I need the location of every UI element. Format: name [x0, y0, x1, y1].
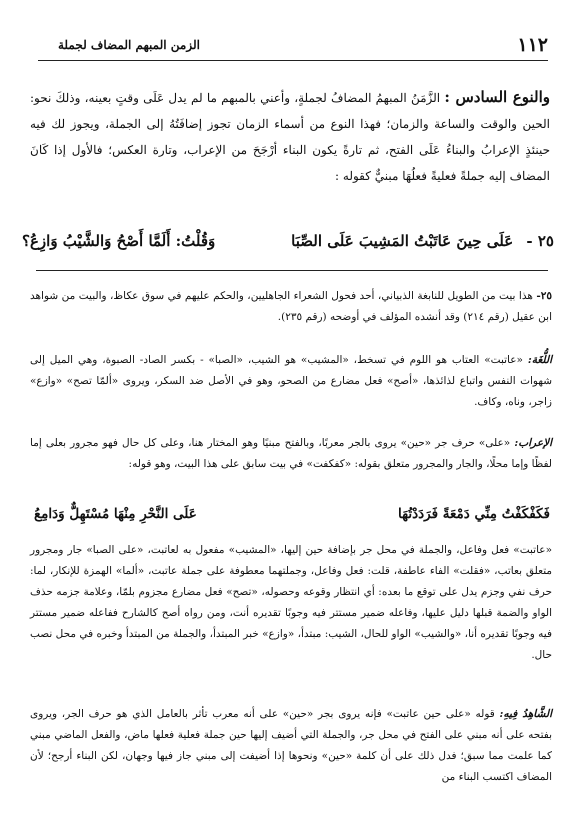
verse-25-hemistich-2: وَقُلْتُ: أَلَمَّا أَصْحُ وَالشَّيْبُ وَازِعُ؟	[22, 232, 216, 250]
irab-text: «على» حرف جر «حين» يروى بالجر معربًا، وبالفتح مبنيًا وهو المختار هنا، وعلى كل حال فهو مجرور بعلى إما لفظًا وإما محلًا، والجار والمجرور متعلق بقوله: «كفكفت» في بيت سابق على هذا البيت، وهو قوله:	[30, 437, 552, 470]
footnote-intro-text: هذا بيت من الطويل للنابغة الذبياني، أحد فحول الشعراء الجاهليين، والحكم عليهم في سوق عكاظ، والبيت من شواهد ابن عقيل (رقم ٢١٤) وقد أنشده المؤلف في أوضحه (رقم ٢٣٥).	[30, 290, 552, 323]
lugha-label: اللُّغَة:	[527, 354, 552, 366]
irab-label: الإعراب:	[514, 437, 552, 449]
lugha-text: «عاتبت» العتاب هو اللوم في تسخط، «المشيب» هو الشيب، «الصبا» - بكسر الصاد- الصبوة، وهي الميل إلى شهوات النفس واتباع لذائذها، «أصح» فعل مضارع من الصحو، وهو في الأصل ضد السكر، ويروى «ألمّا تصح» «وازع» زاجر، وناه، وكاف.	[30, 354, 552, 408]
footnote-irab	[30, 433, 552, 475]
running-title: الزمن المبهم المضاف لجملة	[58, 38, 200, 52]
footnote-irab-continued	[30, 540, 552, 666]
verse-25	[22, 232, 554, 250]
shahid-text: قوله «على حين عاتبت» فإنه يروى بجر «حين» على أنه معرب تأثر بالعامل الذي هو حرف الجر، ويروى بفتحه على أنه مبني على الفتح في محل جر، والجملة التي أضيف إليها حين جملة فعلية فعلها ماض، والفعل الماضي مبني كما علمت مما سبق؛ فدل ذلك على أن كلمة «حين» ونحوها إذا أضيفت إلى مبني جاز فيها وجهان، لكن البناء أرجح؛ لأن المضاف اكتسب البناء من	[30, 708, 552, 783]
page-header	[38, 30, 548, 61]
verse-25-hemistich-1: عَلَى حِينَ عَاتَبْتُ المَشِيبَ عَلَى الصِّبَا	[291, 232, 514, 250]
verse-number: ٢٥ -	[526, 232, 554, 250]
quoted-verse-hemistich-2: عَلَى النَّحْرِ مِنْهَا مُسْتَهِلٌّ وَدَامِعُ	[34, 506, 197, 522]
main-paragraph	[30, 84, 550, 189]
page-number: ١١٢	[517, 34, 548, 56]
section-body: الزَّمَنُ المبهمُ المضافُ لجملةٍ، وأعني بالمبهم ما لم يدل عَلَى وقتٍ بعينه، وذلكَ نحو: الحين والوقت والساعة والزمان؛ فهذا النوع من أسماء الزمان تجوز إضافَتُهُ إلى الجملة، ويجوز لك فيه حينئذٍ الإعرابُ والبناءُ عَلَى الفتح، ثم تارةً يكون البناء أرْجَحَ من الإعراب، وتارة العكس؛ فالأول إذا كَانَ المضاف إليه جملةً فعليةً فعلُهَا مبنيٌّ كقوله :	[30, 91, 550, 183]
irab-continued-text: «عاتبت» فعل وفاعل، والجملة في محل جر بإضافة حين إليها، «المشيب» مفعول به لعاتبت، «على الصبا» جار ومجرور متعلق بعاتب، «فقلت» الفاء عاطفة، قلت: فعل وفاعل، وجملتهما معطوفة على جملة عاتبت، «ألما» الهمزة للإنكار، لما: حرف نفي وجزم يدل على توقع ما بعده: أي انتظار وقوعه وحصوله، «تصح» فعل مضارع مجزوم بلمّا، وعلامة جزمه حذف الواو والضمة قبلها دليل عليها، وفاعله ضمير مستتر فيه وجوبًا تقديره أنت، ومن رواه أصح كالشارح ففاعله ضمير مستتر فيه وجوبًا تقديره أنا، «والشيب» الواو للحال، الشيب: مبتدأ، «وازع» خبر المبتدأ، والجملة من المبتدأ وخبره في محل نصب حال.	[30, 544, 552, 661]
quoted-verse-hemistich-1: فَكَفْكَفْتُ مِنِّي دَمْعَةً فَرَدَدْتُهَا	[398, 506, 550, 522]
verse-25-first-hemistich	[291, 232, 554, 250]
footnote-separator	[36, 270, 548, 271]
footnote-intro	[30, 286, 552, 328]
section-lead: والنوع السادس :	[444, 88, 551, 106]
shahid-label: الشَّاهِدُ فِيهِ:	[499, 708, 552, 720]
footnote-number: ٢٥-	[536, 290, 552, 302]
footnote-lugha	[30, 350, 552, 413]
quoted-verse	[34, 506, 550, 522]
footnote-shahid	[30, 704, 552, 788]
